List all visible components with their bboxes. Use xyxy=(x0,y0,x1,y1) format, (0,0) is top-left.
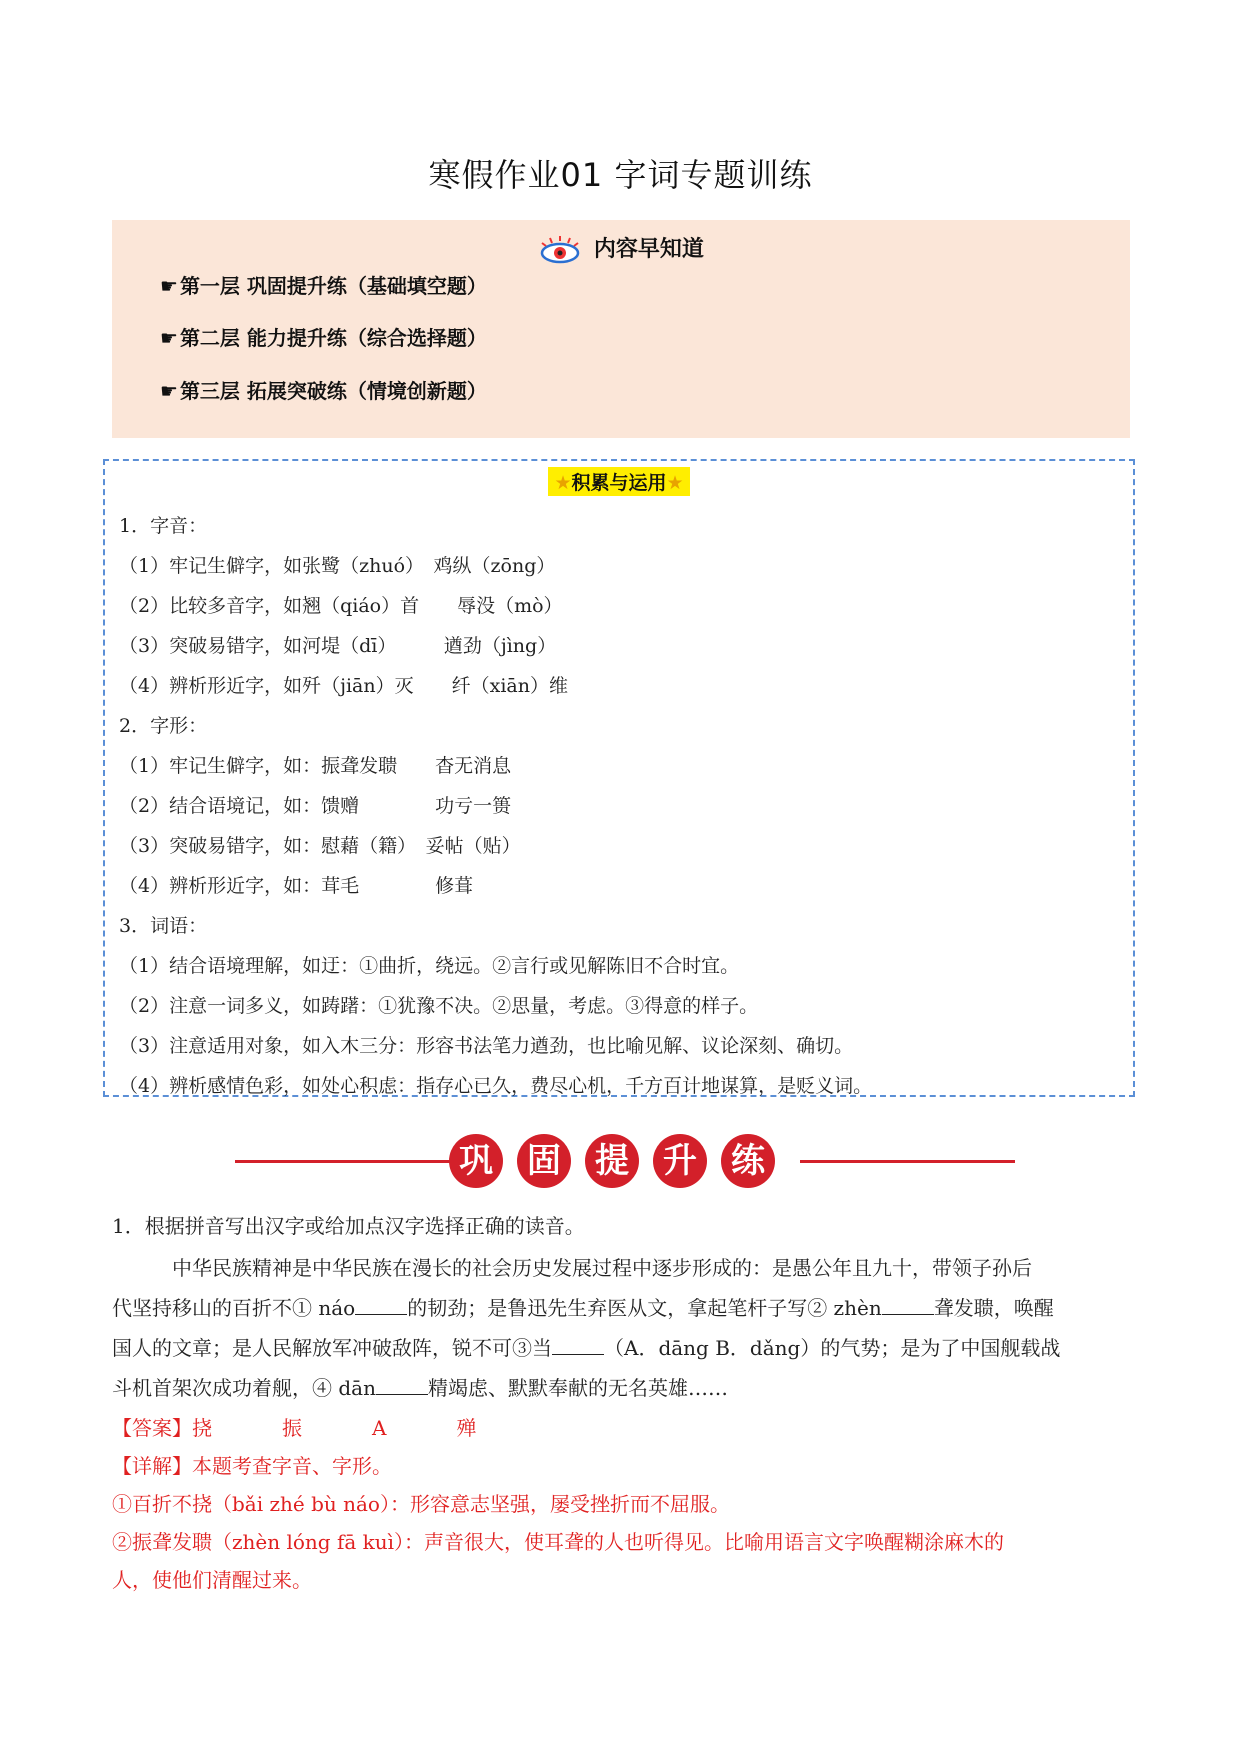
answer-blank[interactable] xyxy=(882,1296,934,1315)
answer-line: 【答案】挠 振 A 殚 xyxy=(112,1416,477,1440)
eye-icon xyxy=(538,235,582,265)
accum-line: （3）突破易错字，如：慰藉（籍） 妥帖（贴） xyxy=(119,835,521,857)
explanation-line: ②振聋发聩（zhèn lóng fā kuì）：声音很大，使耳聋的人也听得见。比喻用语言文字唤醒糊涂麻木的 xyxy=(112,1530,1005,1554)
accum-line: （4）辨析形近字，如歼（jiān）灭 纤（xiān）维 xyxy=(119,675,568,697)
star-icon: ★ xyxy=(554,472,572,494)
detail-line: 【详解】本题考查字音、字形。 xyxy=(112,1454,392,1478)
star-icon: ★ xyxy=(666,472,684,494)
explanation-line: 人，使他们清醒过来。 xyxy=(112,1568,312,1592)
banner-char: 固 xyxy=(517,1134,571,1188)
overview-heading-text: 内容早知道 xyxy=(593,237,704,262)
accum-line: （3）注意适用对象，如入木三分：形容书法笔力遒劲，也比喻见解、议论深刻、确切。 xyxy=(119,1035,854,1057)
answer-blank[interactable] xyxy=(355,1296,407,1315)
question-paragraph: 斗机首架次成功着舰，④ dān 精竭虑、默默奉献的无名英雄…… xyxy=(112,1376,728,1400)
pointing-hand-icon: ☛ xyxy=(160,379,178,403)
pointing-hand-icon: ☛ xyxy=(160,326,178,350)
question-paragraph: 中华民族精神是中华民族在漫长的社会历史发展过程中逐步形成的：是愚公年且九十，带领子孙后 xyxy=(172,1256,1032,1280)
accum-line: （4）辨析感情色彩，如处心积虑：指存心已久，费尽心机，千方百计地谋算，是贬义词。 xyxy=(119,1075,873,1097)
pointing-hand-icon: ☛ xyxy=(160,274,178,298)
accum-line: （3）突破易错字，如河堤（dī） 遒劲（jìng） xyxy=(119,635,557,657)
answer-blank[interactable] xyxy=(552,1336,604,1355)
banner-char: 练 xyxy=(721,1134,775,1188)
layer-2: ☛ 第二层 能力提升练（综合选择题） xyxy=(160,326,487,350)
accum-line: 3．词语： xyxy=(119,915,208,937)
layer-1: ☛ 第一层 巩固提升练（基础填空题） xyxy=(160,274,487,298)
question-stem: 1．根据拼音写出汉字或给加点汉字选择正确的读音。 xyxy=(112,1214,585,1238)
banner-char: 巩 xyxy=(449,1134,503,1188)
accumulation-heading: ★积累与运用★ xyxy=(105,467,1133,496)
page-title: 寒假作业01 字词专题训练 xyxy=(428,156,813,194)
question-paragraph: 国人的文章；是人民解放军冲破敌阵，锐不可③当 （A．dāng B．dǎng）的气势；是为了中国舰载战 xyxy=(112,1336,1061,1360)
answer-blank[interactable] xyxy=(376,1376,428,1395)
overview-box xyxy=(112,220,1130,438)
accum-line: （2）结合语境记，如：馈赠 功亏一篑 xyxy=(119,795,512,817)
banner-char: 提 xyxy=(585,1134,639,1188)
question-paragraph: 代坚持移山的百折不① náo 的韧劲；是鲁迅先生弃医从文，拿起笔杆子写② zhèn 聋发聩，唤醒 xyxy=(112,1296,1054,1320)
accum-line: （1）牢记生僻字，如：振聋发聩 杳无消息 xyxy=(119,755,512,777)
accum-line: 2．字形： xyxy=(119,715,208,737)
accumulation-box xyxy=(103,459,1135,1097)
layer-3: ☛ 第三层 拓展突破练（情境创新题） xyxy=(160,379,487,403)
accum-line: （2）比较多音字，如翘（qiáo）首 辱没（mò） xyxy=(119,595,563,617)
accum-line: （2）注意一词多义，如踌躇：①犹豫不决。②思量，考虑。③得意的样子。 xyxy=(119,995,759,1017)
accum-line: （4）辨析形近字，如：茸毛 修葺 xyxy=(119,875,474,897)
banner-rule-right xyxy=(800,1160,1015,1163)
accum-line: （1）结合语境理解，如迂：①曲折，绕远。②言行或见解陈旧不合时宜。 xyxy=(119,955,740,977)
banner-char: 升 xyxy=(653,1134,707,1188)
accum-line: 1．字音： xyxy=(119,515,208,537)
banner-rule-left xyxy=(235,1160,450,1163)
explanation-line: ①百折不挠（bǎi zhé bù náo）：形容意志坚强，屡受挫折而不屈服。 xyxy=(112,1492,730,1516)
accum-line: （1）牢记生僻字，如张鹭（zhuó） 鸡纵（zōng） xyxy=(119,555,556,577)
overview-heading xyxy=(112,232,1130,265)
section-banner xyxy=(235,1130,1015,1192)
